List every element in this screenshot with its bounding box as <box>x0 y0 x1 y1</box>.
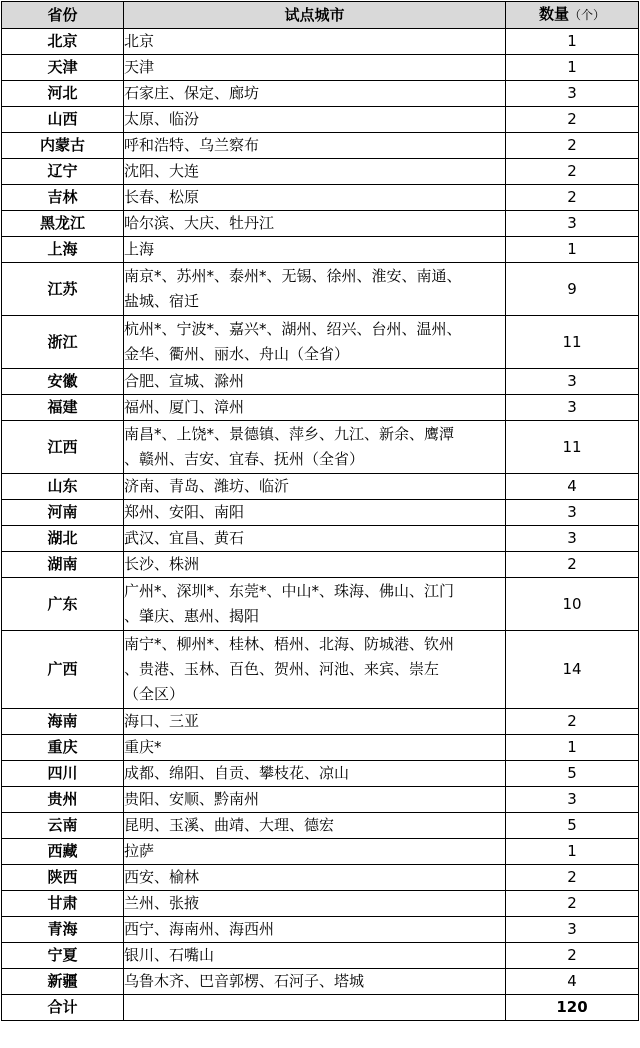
cities-cell <box>124 263 506 316</box>
count-cell: 1 <box>506 237 639 263</box>
table-row <box>2 159 639 185</box>
count-cell: 11 <box>506 421 639 474</box>
cities-cell <box>124 185 506 211</box>
cities-line: 北京 <box>124 32 155 50</box>
count-cell: 3 <box>506 526 639 552</box>
cities-line: 贵阳、安顺、黔南州 <box>124 790 260 808</box>
header-province: 省份 <box>2 2 124 29</box>
cities-line: 成都、绵阳、自贡、攀枝花、凉山 <box>124 764 350 782</box>
table-row <box>2 578 639 631</box>
cities-line: 上海 <box>124 240 155 258</box>
header-count <box>506 2 639 29</box>
count-cell: 5 <box>506 813 639 839</box>
province-cell: 北京 <box>2 29 124 55</box>
count-cell: 3 <box>506 369 639 395</box>
table-row <box>2 107 639 133</box>
cities-line: 海口、三亚 <box>124 712 200 730</box>
province-cell: 天津 <box>2 55 124 81</box>
count-cell: 10 <box>506 578 639 631</box>
cities-line: 、肇庆、惠州、揭阳 <box>124 607 260 625</box>
cities-line: 太原、临汾 <box>124 110 200 128</box>
count-cell: 3 <box>506 81 639 107</box>
table-row <box>2 891 639 917</box>
cities-cell <box>124 133 506 159</box>
cities-line: 拉萨 <box>124 842 155 860</box>
table-row <box>2 237 639 263</box>
province-cell: 宁夏 <box>2 943 124 969</box>
cities-line: 天津 <box>124 58 155 76</box>
province-cell: 广东 <box>2 578 124 631</box>
province-cell: 甘肃 <box>2 891 124 917</box>
cities-line: 郑州、安阳、南阳 <box>124 503 245 521</box>
total-count: 120 <box>506 995 639 1021</box>
count-cell: 2 <box>506 709 639 735</box>
table-row <box>2 81 639 107</box>
cities-cell <box>124 787 506 813</box>
table-row <box>2 395 639 421</box>
province-cell: 湖北 <box>2 526 124 552</box>
table-row <box>2 263 639 316</box>
table-row <box>2 969 639 995</box>
count-cell: 2 <box>506 159 639 185</box>
cities-line: 昆明、玉溪、曲靖、大理、德宏 <box>124 816 335 834</box>
province-cell: 陕西 <box>2 865 124 891</box>
table-row <box>2 421 639 474</box>
cities-cell <box>124 943 506 969</box>
count-cell: 2 <box>506 943 639 969</box>
province-cell: 内蒙古 <box>2 133 124 159</box>
cities-line: 乌鲁木齐、巴音郭楞、石河子、塔城 <box>124 972 365 990</box>
table-row <box>2 369 639 395</box>
table-row <box>2 761 639 787</box>
cities-cell <box>124 813 506 839</box>
count-cell: 2 <box>506 552 639 578</box>
count-cell: 2 <box>506 185 639 211</box>
header-count-label: 数量 <box>538 5 569 23</box>
header-cities: 试点城市 <box>124 2 506 29</box>
cities-line: 石家庄、保定、廊坊 <box>124 84 260 102</box>
cities-line: 武汉、宜昌、黄石 <box>124 529 245 547</box>
cities-line: （全区） <box>124 685 185 703</box>
province-cell: 辽宁 <box>2 159 124 185</box>
table-row <box>2 865 639 891</box>
cities-cell <box>124 526 506 552</box>
cities-cell <box>124 891 506 917</box>
province-cell: 福建 <box>2 395 124 421</box>
province-cell: 西藏 <box>2 839 124 865</box>
province-cell: 青海 <box>2 917 124 943</box>
table-header-row <box>2 2 639 29</box>
province-cell: 黑龙江 <box>2 211 124 237</box>
province-cell: 浙江 <box>2 316 124 369</box>
header-count-unit: （个） <box>569 8 606 22</box>
count-cell: 1 <box>506 55 639 81</box>
cities-line: 西宁、海南州、海西州 <box>124 920 275 938</box>
table-row <box>2 500 639 526</box>
cities-cell <box>124 552 506 578</box>
province-cell: 江西 <box>2 421 124 474</box>
cities-line: 哈尔滨、大庆、牡丹江 <box>124 214 275 232</box>
cities-line: 盐城、宿迁 <box>124 292 200 310</box>
table-row <box>2 316 639 369</box>
cities-line: 、贵港、玉林、百色、贺州、河池、来宾、崇左 <box>124 660 440 678</box>
count-cell: 2 <box>506 107 639 133</box>
pilot-cities-table <box>1 1 639 1021</box>
table-body <box>2 29 639 995</box>
cities-cell <box>124 237 506 263</box>
count-cell: 14 <box>506 631 639 709</box>
cities-cell <box>124 631 506 709</box>
cities-line: 兰州、张掖 <box>124 894 200 912</box>
table-row <box>2 133 639 159</box>
count-cell: 9 <box>506 263 639 316</box>
cities-line: 长春、松原 <box>124 188 200 206</box>
cities-line: 广州*、深圳*、东莞*、中山*、珠海、佛山、江门 <box>124 582 455 600</box>
cities-cell <box>124 839 506 865</box>
province-cell: 河南 <box>2 500 124 526</box>
count-cell: 3 <box>506 395 639 421</box>
cities-cell <box>124 917 506 943</box>
cities-line: 西安、榆林 <box>124 868 200 886</box>
province-cell: 广西 <box>2 631 124 709</box>
table-row <box>2 631 639 709</box>
cities-line: 重庆* <box>124 738 162 756</box>
count-cell: 2 <box>506 891 639 917</box>
total-label: 合计 <box>2 995 124 1021</box>
count-cell: 2 <box>506 133 639 159</box>
count-cell: 1 <box>506 839 639 865</box>
cities-cell <box>124 369 506 395</box>
cities-cell <box>124 81 506 107</box>
province-cell: 上海 <box>2 237 124 263</box>
province-cell: 贵州 <box>2 787 124 813</box>
cities-line: 呼和浩特、乌兰察布 <box>124 136 260 154</box>
count-cell: 4 <box>506 474 639 500</box>
province-cell: 四川 <box>2 761 124 787</box>
count-cell: 2 <box>506 865 639 891</box>
table-row <box>2 943 639 969</box>
table-row <box>2 839 639 865</box>
table-row <box>2 735 639 761</box>
province-cell: 江苏 <box>2 263 124 316</box>
province-cell: 云南 <box>2 813 124 839</box>
province-cell: 新疆 <box>2 969 124 995</box>
cities-cell <box>124 578 506 631</box>
cities-cell <box>124 55 506 81</box>
cities-line: 南宁*、柳州*、桂林、梧州、北海、防城港、钦州 <box>124 635 455 653</box>
province-cell: 吉林 <box>2 185 124 211</box>
count-cell: 1 <box>506 29 639 55</box>
table-row <box>2 185 639 211</box>
cities-line: 福州、厦门、漳州 <box>124 398 245 416</box>
cities-line: 长沙、株洲 <box>124 555 200 573</box>
province-cell: 山东 <box>2 474 124 500</box>
cities-line: 南京*、苏州*、泰州*、无锡、徐州、淮安、南通、 <box>124 267 462 285</box>
cities-cell <box>124 421 506 474</box>
province-cell: 安徽 <box>2 369 124 395</box>
cities-line: 南昌*、上饶*、景德镇、萍乡、九江、新余、鹰潭 <box>124 425 455 443</box>
cities-cell <box>124 211 506 237</box>
cities-cell <box>124 316 506 369</box>
cities-cell <box>124 865 506 891</box>
cities-cell <box>124 969 506 995</box>
cities-line: 银川、石嘴山 <box>124 946 215 964</box>
count-cell: 1 <box>506 735 639 761</box>
cities-cell <box>124 395 506 421</box>
count-cell: 3 <box>506 211 639 237</box>
cities-cell <box>124 474 506 500</box>
cities-line: 、赣州、吉安、宜春、抚州（全省） <box>124 450 365 468</box>
table-row <box>2 211 639 237</box>
table-row <box>2 917 639 943</box>
cities-line: 杭州*、宁波*、嘉兴*、湖州、绍兴、台州、温州、 <box>124 320 462 338</box>
province-cell: 海南 <box>2 709 124 735</box>
cities-cell <box>124 29 506 55</box>
cities-cell <box>124 159 506 185</box>
cities-cell <box>124 500 506 526</box>
count-cell: 3 <box>506 787 639 813</box>
province-cell: 湖南 <box>2 552 124 578</box>
cities-line: 济南、青岛、潍坊、临沂 <box>124 477 290 495</box>
count-cell: 3 <box>506 500 639 526</box>
count-cell: 4 <box>506 969 639 995</box>
count-cell: 11 <box>506 316 639 369</box>
count-cell: 3 <box>506 917 639 943</box>
table-row <box>2 29 639 55</box>
table-row <box>2 474 639 500</box>
table-row <box>2 552 639 578</box>
table-row <box>2 787 639 813</box>
table-row <box>2 55 639 81</box>
cities-line: 沈阳、大连 <box>124 162 200 180</box>
count-cell: 5 <box>506 761 639 787</box>
cities-line: 金华、衢州、丽水、舟山（全省） <box>124 345 350 363</box>
table-row <box>2 526 639 552</box>
province-cell: 河北 <box>2 81 124 107</box>
cities-line: 合肥、宣城、滁州 <box>124 372 245 390</box>
table-row <box>2 709 639 735</box>
cities-cell <box>124 107 506 133</box>
total-cities <box>124 995 506 1021</box>
cities-cell <box>124 735 506 761</box>
cities-cell <box>124 761 506 787</box>
total-row <box>2 995 639 1021</box>
province-cell: 山西 <box>2 107 124 133</box>
table-row <box>2 813 639 839</box>
province-cell: 重庆 <box>2 735 124 761</box>
cities-cell <box>124 709 506 735</box>
